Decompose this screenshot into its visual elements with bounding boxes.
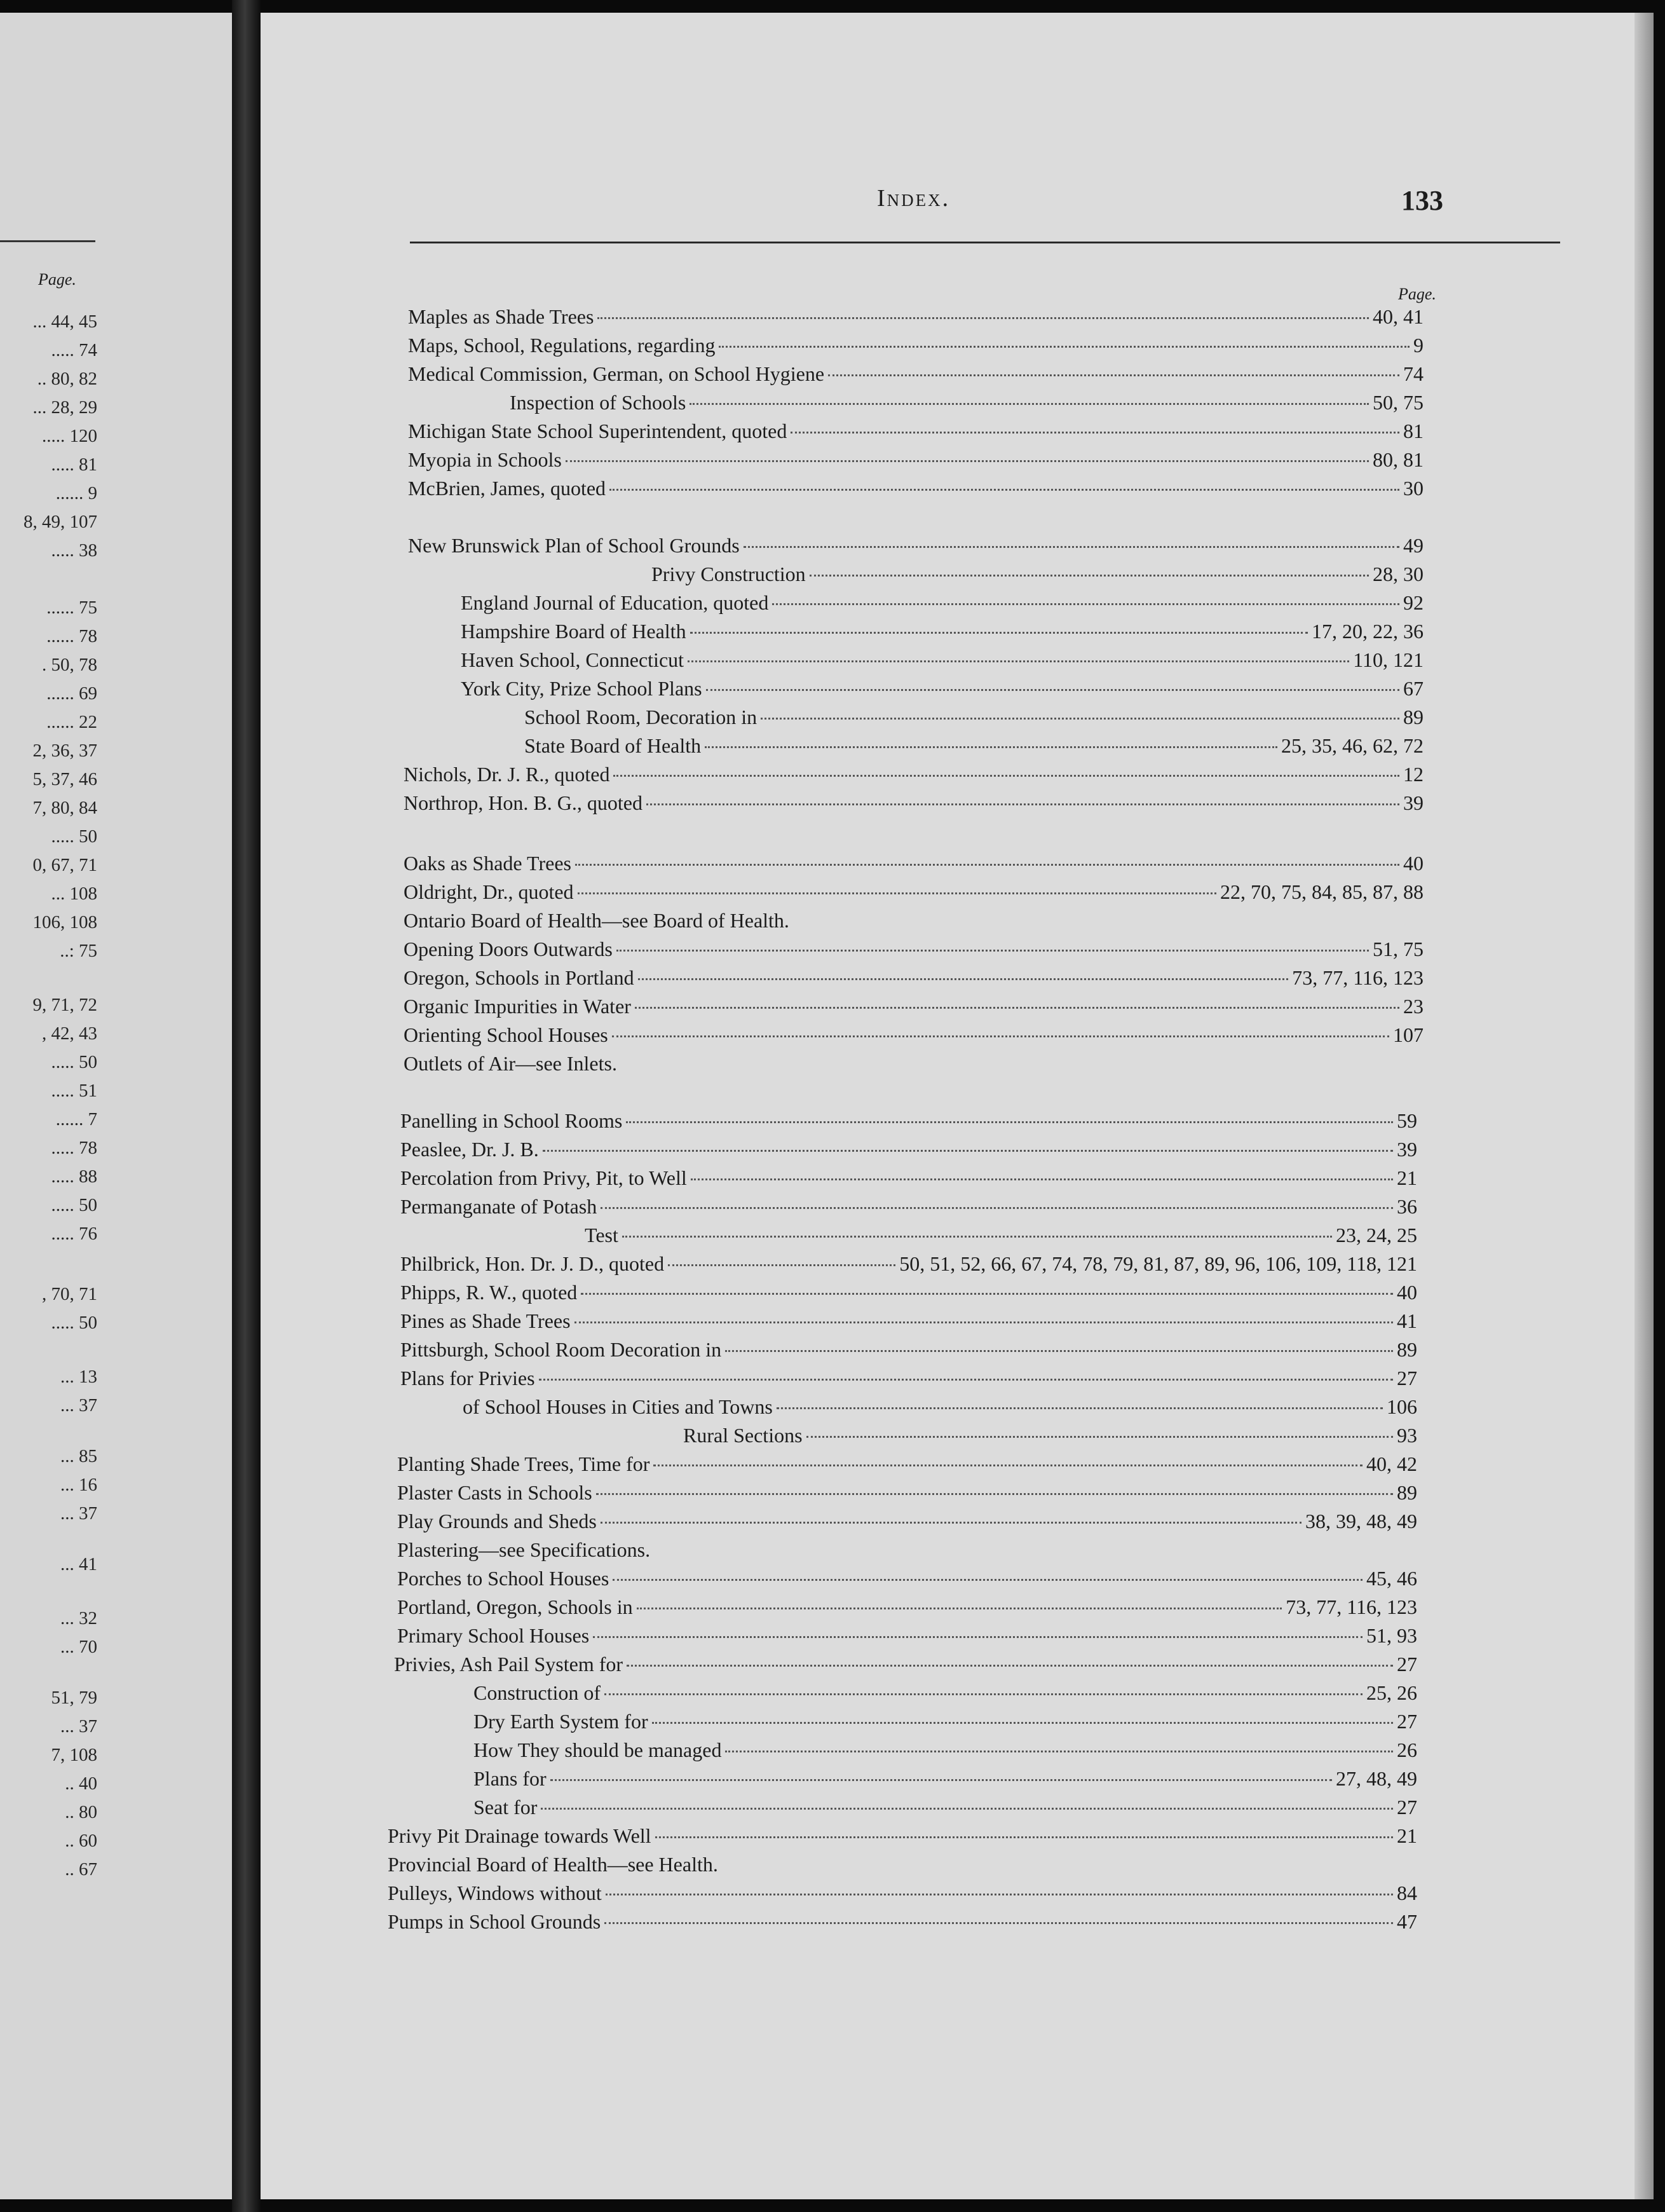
facing-page-line: 7, 108 xyxy=(51,1745,97,1765)
dot-leader xyxy=(597,317,1369,319)
index-entry xyxy=(397,1452,1417,1480)
dot-leader xyxy=(616,950,1369,952)
index-entry xyxy=(400,1281,1417,1309)
dot-leader xyxy=(744,546,1399,548)
index-term: Pines as Shade Trees xyxy=(400,1309,571,1332)
index-term: Maps, School, Regulations, regarding xyxy=(408,334,716,357)
index-entry xyxy=(400,1338,1417,1366)
index-entry xyxy=(404,1052,1424,1080)
facing-page-column-label: Page. xyxy=(38,270,76,289)
index-page-refs: 74 xyxy=(1403,362,1424,385)
index-term: Permanganate of Potash xyxy=(400,1195,597,1218)
index-page-refs: 28, 30 xyxy=(1373,563,1424,585)
dot-leader xyxy=(691,1178,1393,1180)
index-entry xyxy=(400,1309,1417,1337)
dot-leader xyxy=(601,1207,1393,1209)
index-entry xyxy=(404,791,1424,819)
index-term: Percolation from Privy, Pit, to Well xyxy=(400,1166,687,1189)
facing-page-line: 5, 37, 46 xyxy=(32,769,97,789)
facing-page-line: ... 108 xyxy=(51,884,97,904)
facing-page-line: 0, 67, 71 xyxy=(32,855,97,875)
facing-page-line: ... 44, 45 xyxy=(32,311,97,332)
dot-leader xyxy=(761,718,1399,720)
dot-leader xyxy=(777,1407,1383,1409)
index-term: Phipps, R. W., quoted xyxy=(400,1281,578,1304)
dot-leader xyxy=(828,374,1399,376)
index-page-refs: 30 xyxy=(1403,477,1424,500)
index-entry xyxy=(408,534,1424,562)
facing-page-line: 2, 36, 37 xyxy=(32,741,97,761)
facing-page-line: ..... 51 xyxy=(51,1081,97,1101)
index-term: Porches to School Houses xyxy=(397,1567,609,1590)
facing-page-line: ..: 75 xyxy=(60,941,97,961)
index-page-refs: 81 xyxy=(1403,420,1424,442)
dot-leader xyxy=(596,1493,1393,1495)
index-term: Test xyxy=(585,1224,618,1246)
index-term: England Journal of Education, quoted xyxy=(461,591,769,614)
facing-page-line: ... 16 xyxy=(60,1475,97,1495)
index-entry xyxy=(473,1738,1417,1766)
index-entry xyxy=(400,1367,1417,1395)
index-page-refs: 59 xyxy=(1397,1109,1417,1132)
facing-page-line: ... 85 xyxy=(60,1446,97,1466)
facing-page-line: ..... 76 xyxy=(51,1224,97,1244)
index-term: Peaslee, Dr. J. B. xyxy=(400,1138,539,1161)
book-gutter xyxy=(232,0,261,2212)
index-page-refs: 89 xyxy=(1397,1338,1417,1361)
index-page-refs: 36 xyxy=(1397,1195,1417,1218)
dot-leader xyxy=(652,1722,1393,1724)
index-entry xyxy=(473,1681,1417,1709)
index-page-refs: 40 xyxy=(1403,852,1424,875)
dot-leader xyxy=(574,1321,1393,1323)
page-number: 133 xyxy=(1401,185,1443,216)
index-term: Medical Commission, German, on School Hygiene xyxy=(408,362,825,385)
index-term: Opening Doors Outwards xyxy=(404,938,613,960)
facing-page-line: .. 80, 82 xyxy=(37,369,97,389)
index-term: Privy Construction xyxy=(651,563,806,585)
facing-page-rule xyxy=(0,240,95,242)
index-term: Myopia in Schools xyxy=(408,448,562,471)
dot-leader xyxy=(637,1608,1282,1609)
index-page-refs: 25, 35, 46, 62, 72 xyxy=(1281,734,1424,757)
facing-page-line: ..... 120 xyxy=(42,426,97,446)
index-entry xyxy=(408,477,1424,505)
facing-page-line: ...... 7 xyxy=(55,1109,97,1130)
index-term: State Board of Health xyxy=(524,734,702,757)
index-term: Portland, Oregon, Schools in xyxy=(397,1595,633,1618)
index-term: How They should be managed xyxy=(473,1738,722,1761)
index-entry xyxy=(397,1595,1417,1623)
index-term: Dry Earth System for xyxy=(473,1710,648,1733)
index-page-refs: 89 xyxy=(1403,706,1424,728)
facing-page-line: ... 70 xyxy=(60,1637,97,1657)
index-page-refs: 47 xyxy=(1397,1910,1417,1933)
dot-leader xyxy=(604,1922,1393,1924)
index-page-refs: 89 xyxy=(1397,1481,1417,1504)
index-entry xyxy=(461,591,1424,619)
index-entry xyxy=(394,1653,1417,1681)
index-page-refs: 107 xyxy=(1393,1023,1424,1046)
index-page-refs: 51, 93 xyxy=(1366,1624,1417,1647)
index-term: Northrop, Hon. B. G., quoted xyxy=(404,791,642,814)
index-page-refs: 12 xyxy=(1403,763,1424,786)
index-term: Hampshire Board of Health xyxy=(461,620,686,643)
index-entry xyxy=(408,420,1424,447)
dot-leader xyxy=(635,1007,1399,1009)
page-column-label: Page. xyxy=(1398,285,1436,303)
index-term: Plaster Casts in Schools xyxy=(397,1481,592,1504)
index-term: Orienting School Houses xyxy=(404,1023,608,1046)
index-page-refs: 23 xyxy=(1403,995,1424,1018)
index-term: Seat for xyxy=(473,1796,538,1819)
page-edge xyxy=(1634,13,1654,2199)
dot-leader xyxy=(725,1751,1393,1752)
index-page-refs: 25, 26 xyxy=(1366,1681,1417,1704)
dot-leader xyxy=(690,403,1369,405)
dot-leader xyxy=(550,1779,1332,1781)
index-page-refs: 38, 39, 48, 49 xyxy=(1305,1510,1417,1533)
index-page-refs: 92 xyxy=(1403,591,1424,614)
index-entry xyxy=(388,1910,1417,1938)
index-term: Oregon, Schools in Portland xyxy=(404,966,634,989)
index-page-refs: 26 xyxy=(1397,1738,1417,1761)
index-entry xyxy=(651,563,1424,591)
index-page-refs: 27 xyxy=(1397,1710,1417,1733)
index-term: New Brunswick Plan of School Grounds xyxy=(408,534,740,557)
index-entry xyxy=(400,1109,1417,1137)
facing-page-line: 9, 71, 72 xyxy=(32,995,97,1015)
facing-page-line: 51, 79 xyxy=(51,1688,97,1708)
dot-leader xyxy=(613,775,1399,777)
index-entry xyxy=(404,938,1424,966)
index-term: Outlets of Air—see Inlets. xyxy=(404,1052,617,1075)
index-entry xyxy=(397,1567,1417,1595)
index-entry xyxy=(404,763,1424,791)
index-term: Oaks as Shade Trees xyxy=(404,852,571,875)
index-term: Privy Pit Drainage towards Well xyxy=(388,1824,651,1847)
index-term: Planting Shade Trees, Time for xyxy=(397,1452,650,1475)
facing-page-line: ...... 75 xyxy=(46,597,97,618)
index-entry xyxy=(400,1138,1417,1166)
facing-page-line: 8, 49, 107 xyxy=(24,512,97,532)
index-term: Plastering—see Specifications. xyxy=(397,1538,651,1561)
index-page-refs: 73, 77, 116, 123 xyxy=(1286,1595,1417,1618)
facing-page-line: ... 37 xyxy=(60,1395,97,1416)
dot-leader xyxy=(638,978,1289,980)
facing-page-line: .. 67 xyxy=(65,1859,97,1880)
dot-leader xyxy=(539,1379,1393,1381)
index-page-refs: 110, 121 xyxy=(1353,648,1424,671)
dot-leader xyxy=(593,1636,1363,1638)
index-entry xyxy=(408,334,1424,362)
dot-leader xyxy=(719,346,1410,348)
facing-page-line: ... 37 xyxy=(60,1503,97,1524)
facing-page-line: , 70, 71 xyxy=(42,1284,97,1304)
index-term: Plans for xyxy=(473,1767,547,1790)
index-page-refs: 22, 70, 75, 84, 85, 87, 88 xyxy=(1220,880,1424,903)
dot-leader xyxy=(688,660,1349,662)
dot-leader xyxy=(612,1035,1389,1037)
index-page-refs: 17, 20, 22, 36 xyxy=(1312,620,1424,643)
index-page-refs: 40, 42 xyxy=(1366,1452,1417,1475)
index-entry xyxy=(408,362,1424,390)
dot-leader xyxy=(626,1121,1393,1123)
index-entry xyxy=(400,1166,1417,1194)
facing-page-line: ... 32 xyxy=(60,1608,97,1628)
dot-leader xyxy=(668,1264,895,1266)
index-entry xyxy=(510,391,1424,419)
index-entry xyxy=(397,1538,1417,1566)
facing-page-line: , 42, 43 xyxy=(42,1023,97,1044)
facing-page-line: ...... 78 xyxy=(46,626,97,646)
index-page-refs: 45, 46 xyxy=(1366,1567,1417,1590)
index-entry xyxy=(461,620,1424,648)
index-page-refs: 41 xyxy=(1397,1309,1417,1332)
dot-leader xyxy=(541,1808,1393,1810)
dot-leader xyxy=(791,432,1399,434)
index-entry xyxy=(404,880,1424,908)
index-page-refs: 39 xyxy=(1397,1138,1417,1161)
dot-leader xyxy=(806,1436,1393,1438)
index-entry xyxy=(400,1195,1417,1223)
facing-page xyxy=(0,13,232,2199)
dot-leader xyxy=(655,1836,1393,1838)
index-term: Inspection of Schools xyxy=(510,391,686,414)
facing-page-line: .. 80 xyxy=(65,1802,97,1822)
dot-leader xyxy=(622,1236,1332,1238)
dot-leader xyxy=(609,489,1399,491)
facing-page-line: ...... 22 xyxy=(46,712,97,732)
index-page-refs: 23, 24, 25 xyxy=(1336,1224,1417,1246)
index-page-refs: 84 xyxy=(1397,1881,1417,1904)
dot-leader xyxy=(606,1894,1393,1895)
dot-leader xyxy=(578,892,1216,894)
index-term: Haven School, Connecticut xyxy=(461,648,684,671)
facing-page-line: ...... 9 xyxy=(55,483,97,503)
index-entry xyxy=(524,706,1424,734)
dot-leader xyxy=(810,575,1369,577)
facing-page-line: 106, 108 xyxy=(32,912,97,932)
index-page-refs: 67 xyxy=(1403,677,1424,700)
index-entry xyxy=(404,852,1424,880)
dot-leader xyxy=(627,1665,1393,1667)
dot-leader xyxy=(706,689,1399,691)
index-page-refs: 73, 77, 116, 123 xyxy=(1292,966,1424,989)
index-term: School Room, Decoration in xyxy=(524,706,758,728)
index-term: York City, Prize School Plans xyxy=(461,677,702,700)
dot-leader xyxy=(772,603,1399,605)
facing-page-line: ..... 78 xyxy=(51,1138,97,1158)
header-rule xyxy=(410,242,1560,243)
index-term: McBrien, James, quoted xyxy=(408,477,606,500)
index-term: of School Houses in Cities and Towns xyxy=(463,1395,773,1418)
index-term: Plans for Privies xyxy=(400,1367,535,1389)
index-term: Maples as Shade Trees xyxy=(408,305,594,328)
index-page-refs: 106 xyxy=(1387,1395,1417,1418)
dot-leader xyxy=(543,1150,1393,1152)
index-page xyxy=(261,13,1654,2199)
index-term: Panelling in School Rooms xyxy=(400,1109,623,1132)
index-entry xyxy=(461,677,1424,705)
facing-page-line: ..... 38 xyxy=(51,540,97,561)
index-entry xyxy=(524,734,1424,762)
index-term: Pulleys, Windows without xyxy=(388,1881,602,1904)
index-term: Michigan State School Superintendent, quoted xyxy=(408,420,787,442)
facing-page-line: ... 13 xyxy=(60,1367,97,1387)
index-term: Privies, Ash Pail System for xyxy=(394,1653,623,1676)
index-entry xyxy=(388,1824,1417,1852)
index-entry xyxy=(404,966,1424,994)
facing-page-line: ..... 50 xyxy=(51,1195,97,1215)
facing-page-line: .. 40 xyxy=(65,1773,97,1794)
index-entry xyxy=(388,1853,1417,1881)
index-page-refs: 49 xyxy=(1403,534,1424,557)
index-entry xyxy=(397,1510,1417,1538)
index-entry xyxy=(408,305,1424,333)
index-page-refs: 9 xyxy=(1413,334,1424,357)
running-head: Index. xyxy=(877,185,951,212)
index-entry xyxy=(397,1624,1417,1652)
dot-leader xyxy=(646,803,1399,805)
index-term: Construction of xyxy=(473,1681,601,1704)
index-entry xyxy=(473,1767,1417,1795)
index-term: Provincial Board of Health—see Health. xyxy=(388,1853,718,1876)
index-page-refs: 50, 51, 52, 66, 67, 74, 78, 79, 81, 87, 89, 96, 106, 109, 118, 121 xyxy=(899,1252,1417,1275)
index-entry xyxy=(461,648,1424,676)
facing-page-line: ..... 81 xyxy=(51,454,97,475)
index-entry xyxy=(404,995,1424,1023)
index-term: Nichols, Dr. J. R., quoted xyxy=(404,763,610,786)
index-page-refs: 50, 75 xyxy=(1373,391,1424,414)
index-entry xyxy=(473,1710,1417,1738)
index-entry xyxy=(388,1881,1417,1909)
dot-leader xyxy=(613,1579,1363,1581)
index-page-refs: 51, 75 xyxy=(1373,938,1424,960)
index-entry xyxy=(400,1252,1417,1280)
index-term: Pittsburgh, School Room Decoration in xyxy=(400,1338,722,1361)
index-entry xyxy=(463,1395,1417,1423)
index-term: Pumps in School Grounds xyxy=(388,1910,601,1933)
dot-leader xyxy=(690,632,1308,634)
facing-page-line: ..... 50 xyxy=(51,826,97,847)
index-term: Oldright, Dr., quoted xyxy=(404,880,574,903)
index-page-refs: 39 xyxy=(1403,791,1424,814)
index-page-refs: 27, 48, 49 xyxy=(1336,1767,1417,1790)
index-entry xyxy=(683,1424,1417,1452)
dot-leader xyxy=(604,1693,1363,1695)
index-term: Ontario Board of Health—see Board of Health. xyxy=(404,909,789,932)
facing-page-line: .. 60 xyxy=(65,1831,97,1851)
index-page-refs: 21 xyxy=(1397,1166,1417,1189)
index-entry xyxy=(408,448,1424,476)
index-page-refs: 27 xyxy=(1397,1796,1417,1819)
index-page-refs: 27 xyxy=(1397,1653,1417,1676)
index-page-refs: 40, 41 xyxy=(1373,305,1424,328)
index-entry xyxy=(404,909,1424,937)
facing-page-line: ..... 50 xyxy=(51,1313,97,1333)
index-page-refs: 27 xyxy=(1397,1367,1417,1389)
index-entry xyxy=(585,1224,1417,1252)
facing-page-line: ... 41 xyxy=(60,1554,97,1574)
dot-leader xyxy=(653,1464,1363,1466)
facing-page-line: ... 28, 29 xyxy=(32,397,97,418)
index-term: Play Grounds and Sheds xyxy=(397,1510,597,1533)
dot-leader xyxy=(581,1293,1393,1295)
facing-page-line: ... 37 xyxy=(60,1716,97,1737)
facing-page-line: . 50, 78 xyxy=(42,655,97,675)
dot-leader xyxy=(575,864,1399,866)
facing-page-line: ..... 50 xyxy=(51,1052,97,1072)
index-term: Philbrick, Hon. Dr. J. D., quoted xyxy=(400,1252,665,1275)
index-term: Organic Impurities in Water xyxy=(404,995,631,1018)
index-term: Primary School Houses xyxy=(397,1624,590,1647)
index-page-refs: 80, 81 xyxy=(1373,448,1424,471)
index-entry xyxy=(404,1023,1424,1051)
dot-leader xyxy=(601,1522,1301,1524)
index-page-refs: 93 xyxy=(1397,1424,1417,1447)
index-entry xyxy=(473,1796,1417,1824)
facing-page-line: ..... 88 xyxy=(51,1166,97,1187)
dot-leader xyxy=(705,746,1277,748)
index-entry xyxy=(397,1481,1417,1509)
facing-page-line: ...... 69 xyxy=(46,683,97,704)
dot-leader xyxy=(725,1350,1393,1352)
facing-page-line: 7, 80, 84 xyxy=(32,798,97,818)
index-page-refs: 40 xyxy=(1397,1281,1417,1304)
dot-leader xyxy=(566,460,1369,462)
index-term: Rural Sections xyxy=(683,1424,803,1447)
facing-page-line: ..... 74 xyxy=(51,340,97,360)
index-page-refs: 21 xyxy=(1397,1824,1417,1847)
